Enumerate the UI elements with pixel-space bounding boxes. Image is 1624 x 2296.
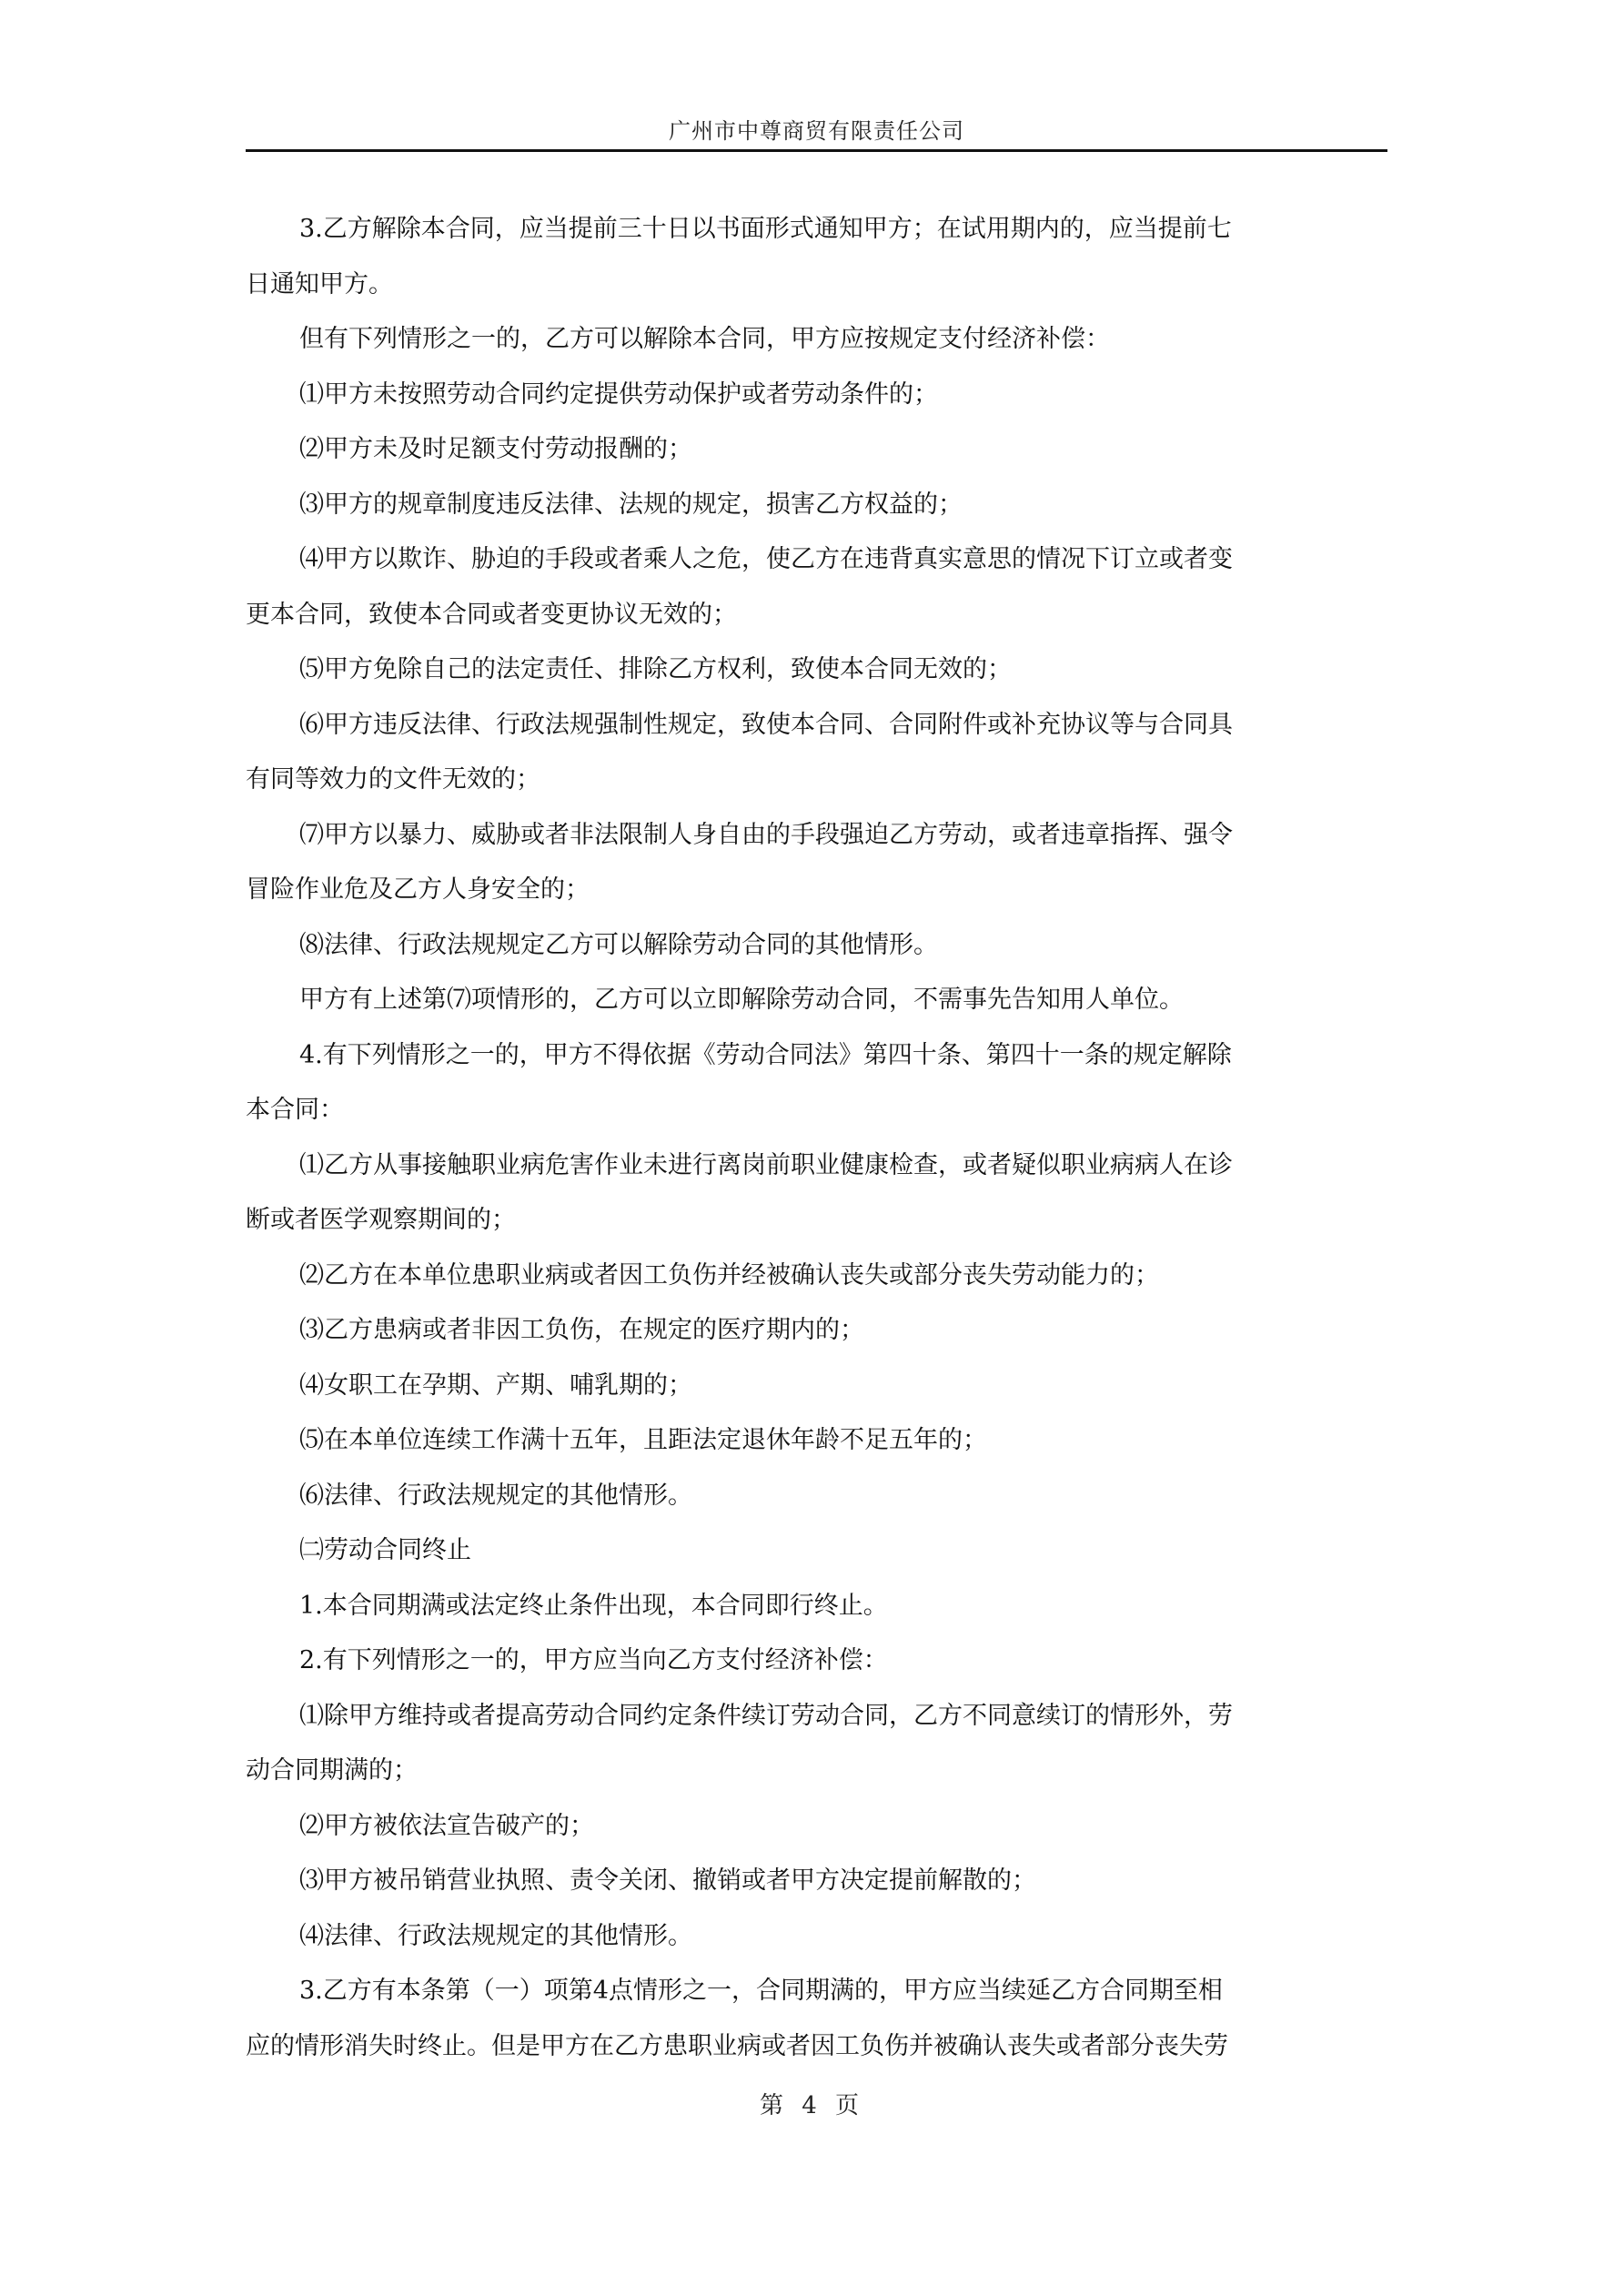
body-line: ⑵甲方被依法宣告破产的； (299, 1811, 594, 1840)
body-line: ⑴甲方未按照劳动合同约定提供劳动保护或者劳动条件的； (299, 379, 938, 409)
header-divider (246, 149, 1387, 152)
body-line: ⑹甲方违反法律、行政法规强制性规定，致使本合同、合同附件或补充协议等与合同具 (299, 710, 1233, 739)
page-header-company: 广州市中尊商贸有限责任公司 (669, 118, 964, 144)
body-line: 3.乙方有本条第（一）项第4点情形之一，合同期满的，甲方应当续延乙方合同期至相 (299, 1977, 1223, 2005)
body-line: ⑶乙方患病或者非因工负伤，在规定的医疗期内的； (299, 1316, 864, 1344)
body-line: 更本合同，致使本合同或者变更协议无效的； (246, 600, 737, 629)
body-line: ⑴乙方从事接触职业病危害作业未进行离岗前职业健康检查，或者疑似职业病病人在诊 (299, 1150, 1233, 1179)
body-line: ㈡劳动合同终止 (299, 1536, 471, 1564)
body-line: ⑷女职工在孕期、产期、哺乳期的； (299, 1371, 692, 1400)
document-body (246, 202, 1387, 2074)
body-line: ⑷法律、行政法规规定的其他情形。 (299, 1921, 692, 1950)
body-line: ⑹法律、行政法规规定的其他情形。 (299, 1481, 692, 1510)
body-line: 日通知甲方。 (246, 269, 393, 298)
body-line: ⑸甲方免除自己的法定责任、排除乙方权利，致使本合同无效的； (299, 655, 1012, 683)
body-line: 应的情形消失时终止。但是甲方在乙方患职业病或者因工负伤并被确认丧失或者部分丧失劳 (246, 2031, 1228, 2060)
body-line: 动合同期满的； (246, 1756, 418, 1785)
body-line: ⑶甲方被吊销营业执照、责令关闭、撤销或者甲方决定提前解散的； (299, 1866, 1036, 1895)
body-line: ⑶甲方的规章制度违反法律、法规的规定，损害乙方权益的； (299, 490, 963, 519)
body-line: 本合同： (246, 1096, 344, 1124)
body-line: ⑵乙方在本单位患职业病或者因工负伤并经被确认丧失或部分丧失劳动能力的； (299, 1260, 1159, 1290)
body-line: 4.有下列情形之一的，甲方不得依据《劳动合同法》第四十条、第四十一条的规定解除 (299, 1040, 1232, 1069)
body-line: 有同等效力的文件无效的； (246, 765, 540, 794)
body-line: 冒险作业危及乙方人身安全的； (246, 875, 590, 904)
body-line: 甲方有上述第⑺项情形的，乙方可以立即解除劳动合同，不需事先告知用人单位。 (299, 986, 1184, 1014)
body-line: 1.本合同期满或法定终止条件出现，本合同即行终止。 (299, 1591, 888, 1620)
body-line: ⑸在本单位连续工作满十五年，且距法定退休年龄不足五年的； (299, 1426, 987, 1454)
body-line: 2.有下列情形之一的，甲方应当向乙方支付经济补偿： (299, 1646, 888, 1674)
body-line: 但有下列情形之一的，乙方可以解除本合同，甲方应按规定支付经济补偿： (299, 325, 1110, 353)
body-line: ⑺甲方以暴力、威胁或者非法限制人身自由的手段强迫乙方劳动，或者违章指挥、强令 (299, 820, 1233, 849)
body-line: ⑻法律、行政法规规定乙方可以解除劳动合同的其他情形。 (299, 930, 938, 959)
body-line: ⑴除甲方维持或者提高劳动合同约定条件续订劳动合同，乙方不同意续订的情形外，劳 (299, 1701, 1233, 1730)
body-line: 3.乙方解除本合同，应当提前三十日以书面形式通知甲方；在试用期内的，应当提前七 (299, 215, 1232, 243)
body-line: 断或者医学观察期间的； (246, 1206, 516, 1234)
body-line: ⑷甲方以欺诈、胁迫的手段或者乘人之危，使乙方在违背真实意思的情况下订立或者变 (299, 545, 1233, 573)
page-number: 第 4 页 (759, 2092, 865, 2119)
body-line: ⑵甲方未及时足额支付劳动报酬的； (299, 435, 692, 463)
